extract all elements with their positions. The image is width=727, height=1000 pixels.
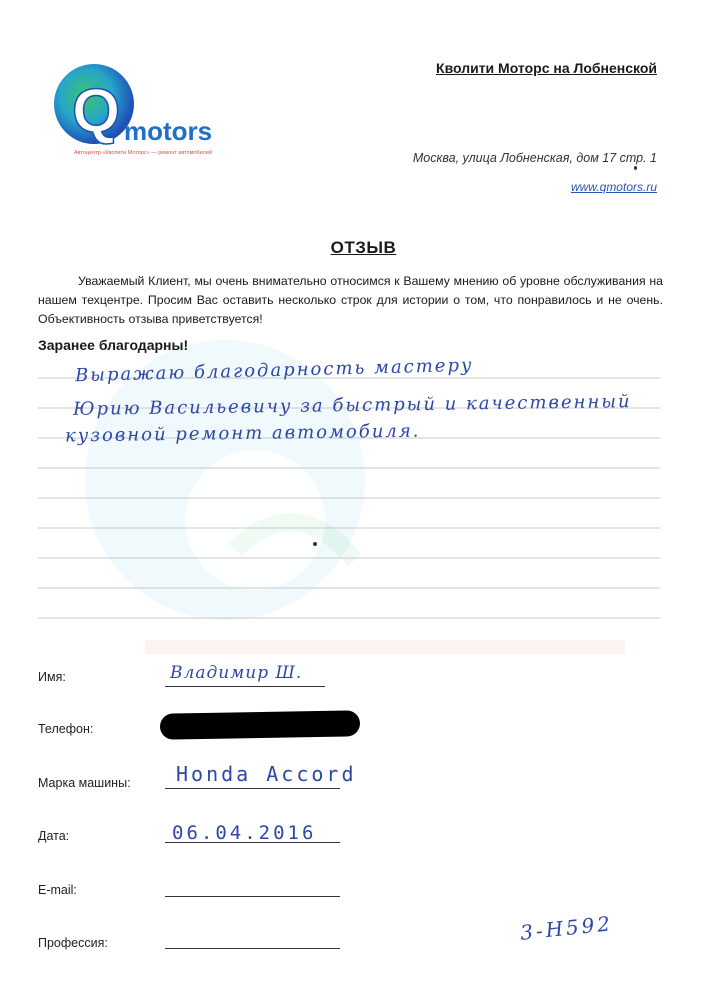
- ruled-lines: [38, 340, 660, 640]
- company-website-link[interactable]: www.qmotors.ru: [570, 180, 657, 194]
- logo-wordmark: motors: [124, 116, 213, 146]
- name-label: Имя:: [38, 670, 66, 684]
- logo-tagline: Автоцентр «Кволити Моторс» — ремонт автомобилей: [74, 150, 213, 156]
- profession-label: Профессия:: [38, 936, 108, 950]
- ink-dot: [313, 542, 317, 546]
- email-field[interactable]: [165, 896, 340, 897]
- logo-letter: Q: [72, 77, 121, 146]
- phone-label: Телефон:: [38, 722, 94, 736]
- name-value: Владимир Ш.: [170, 663, 303, 683]
- name-underline: [165, 686, 325, 687]
- form-intro: Уважаемый Клиент, мы очень внимательно относимся к Вашему мнению об уровне обслуживания на нашем техцентре. Просим Вас оставить несколько строк для истории о том, что понравилось и не очень. Объективность отзыва приветствуется!: [38, 274, 663, 326]
- phone-redaction: [160, 710, 360, 739]
- car-label: Марка машины:: [38, 776, 131, 790]
- handwritten-number: 3-Н592: [519, 911, 615, 945]
- review-line: кузовной ремонт автомобиля.: [64, 420, 421, 447]
- qmotors-logo: [52, 62, 242, 162]
- car-underline: [165, 788, 340, 789]
- form-title: ОТЗЫВ: [330, 238, 397, 257]
- review-line: Юрию Васильевичу за быстрый и качественный: [72, 391, 632, 420]
- date-underline: [165, 842, 340, 843]
- date-label: Дата:: [38, 829, 70, 843]
- thanks-heading: Заранее благодарны!: [38, 337, 189, 353]
- company-name: Кволити Моторс на Лобненской: [436, 60, 657, 76]
- ink-dot: [634, 166, 637, 170]
- car-value: Honda Accord: [176, 762, 357, 786]
- profession-field[interactable]: [165, 948, 340, 949]
- email-label: E-mail:: [38, 883, 77, 897]
- review-line: Выражаю благодарность мастеру: [74, 354, 474, 387]
- company-address: Москва, улица Лобненская, дом 17 стр. 1: [412, 151, 657, 165]
- date-value: 06.04.2016: [172, 822, 317, 844]
